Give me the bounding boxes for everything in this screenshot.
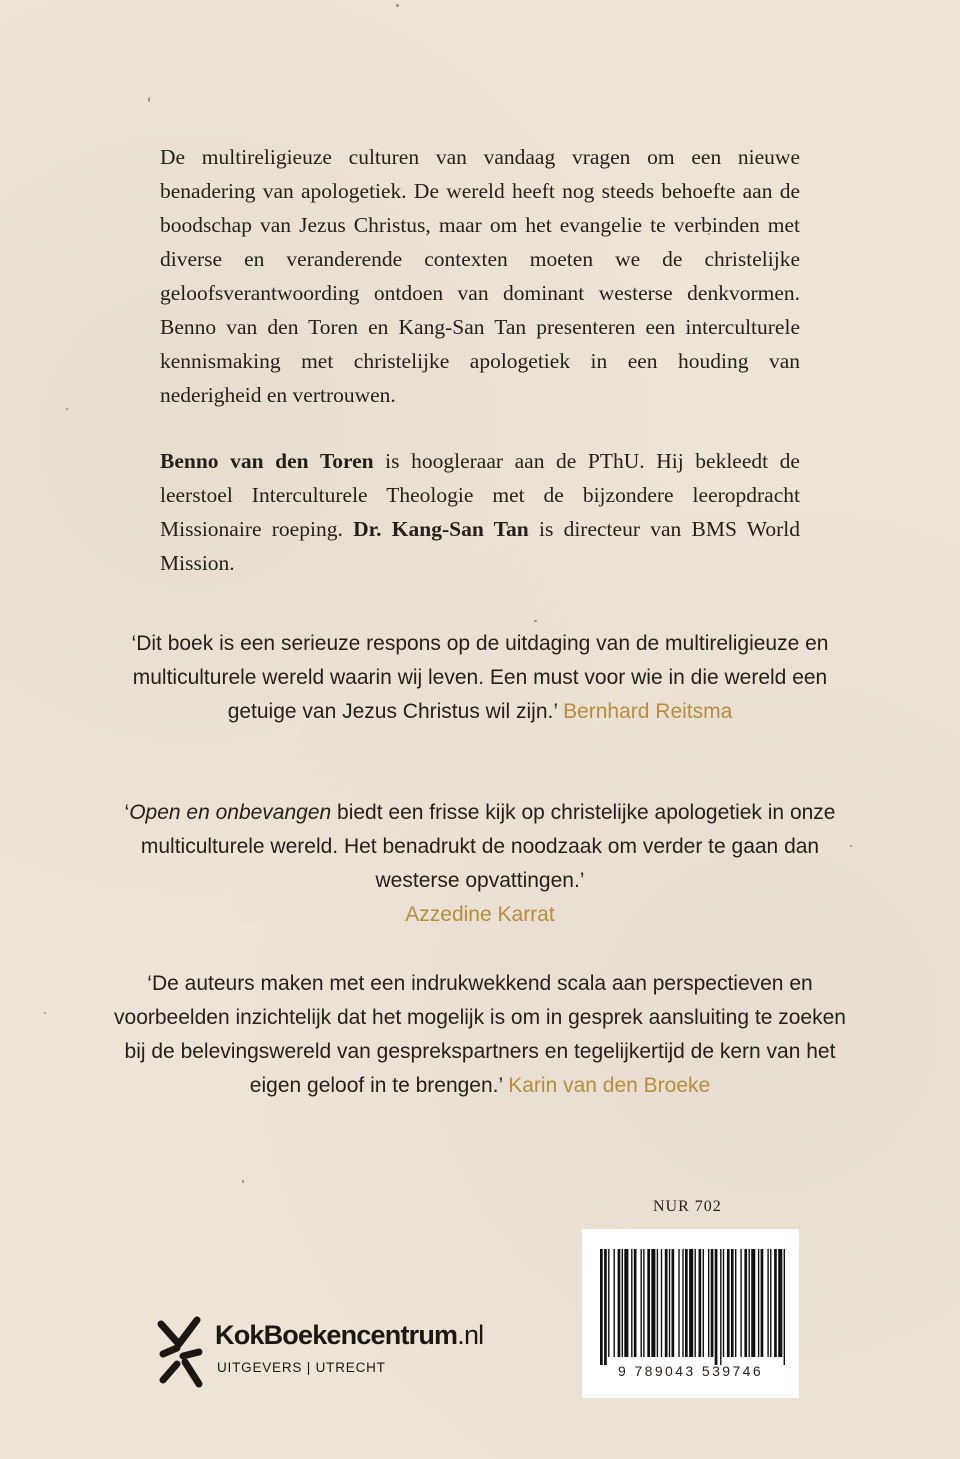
endorsement-quote (110, 967, 850, 1103)
quote-text: ‘Dit boek is een serieuze respons op de uitdaging van de multireligieuze en multiculturele wereld waarin wij leven. Een must voor wie in die wereld een getuige van Jezus Christus wil zijn.’ (131, 632, 829, 723)
barcode-bar (651, 1249, 655, 1357)
paper-speck (148, 97, 150, 102)
isbn-number: 9 789043 539746 (618, 1363, 763, 1379)
barcode-bar (711, 1249, 714, 1357)
quote-open-mark: ‘ (124, 801, 130, 824)
barcode-bar (749, 1249, 750, 1357)
barcode-bar (665, 1249, 668, 1357)
barcode-bar (600, 1249, 603, 1365)
author-bio (160, 444, 800, 580)
barcode-bar (703, 1249, 704, 1357)
endorsement-quote (110, 627, 850, 729)
quote-author: Azzedine Karrat (405, 903, 555, 926)
barcode (582, 1229, 799, 1398)
barcode-bar (689, 1249, 693, 1357)
barcode-bar (740, 1249, 741, 1357)
barcode-bar (624, 1249, 628, 1357)
publisher-name (215, 1320, 483, 1351)
nur-code: NUR 702 (653, 1198, 722, 1215)
publisher-subtitle: UITGEVERS | UTRECHT (217, 1360, 386, 1375)
paper-speck (242, 1180, 244, 1183)
publisher-mark-icon (155, 1314, 207, 1394)
barcode-bar (751, 1249, 755, 1357)
barcode-bar (731, 1249, 734, 1357)
barcode-bar (715, 1249, 718, 1365)
barcode-bar (767, 1249, 768, 1357)
barcode-bar (608, 1249, 609, 1357)
barcode-bar (685, 1249, 688, 1357)
barcode-bar (758, 1249, 759, 1357)
barcode-bar (723, 1249, 724, 1357)
barcode-bar (618, 1249, 621, 1357)
barcode-bar (641, 1249, 642, 1357)
barcode-bar (735, 1249, 736, 1357)
paper-speck (396, 4, 399, 7)
endorsement-quote (110, 796, 850, 932)
barcode-bar (661, 1249, 662, 1357)
paper-speck (534, 620, 537, 622)
author1-description: is hoogleraar aan de PThU. Hij bekleedt de leerstoel Interculturele Theologie met de bijzondere leeropdracht Missionaire roeping. (160, 449, 800, 541)
quote-author: Karin van den Broeke (508, 1074, 711, 1097)
barcode-bar (727, 1249, 730, 1357)
barcode-bar (778, 1249, 782, 1357)
barcode-bar (682, 1249, 683, 1357)
author1-name: Benno van den Toren (160, 449, 374, 473)
barcode-bar (622, 1249, 623, 1357)
paper-speck (66, 408, 68, 410)
barcode-bar (774, 1249, 777, 1357)
book-blurb: De multireligieuze culturen van vandaag vragen om een nieuwe benadering van apologetiek. De wereld heeft nog steeds behoefte aan de boodschap van Jezus Christus, maar om het evangelie te verbinden met diverse en veranderende contexten moeten we de christelijke geloofsverantwoording ontdoen van dominant westerse denkvormen. Benno van den Toren en Kang-San Tan presenteren een interculturele kennismaking met christelijke apologetiek in een houding van nederigheid en vertrouwen. (160, 145, 800, 407)
author2-description: is directeur van BMS World Mission. (160, 517, 800, 575)
barcode-bar (614, 1249, 615, 1357)
barcode-bar (672, 1249, 675, 1357)
barcode-bar (634, 1249, 637, 1357)
barcode-bar (744, 1249, 747, 1357)
barcode-bar (784, 1249, 785, 1365)
barcode-bar (708, 1249, 709, 1357)
barcode-bar (669, 1249, 670, 1357)
paper-speck (44, 1012, 46, 1014)
author2-name: Dr. Kang-San Tan (353, 517, 529, 541)
barcode-bar (643, 1249, 644, 1357)
publisher-logo (155, 1314, 535, 1394)
barcode-bar (631, 1249, 632, 1357)
barcode-bar (657, 1249, 658, 1357)
barcode-bar (647, 1249, 650, 1357)
quote-book-title: Open en onbevangen (129, 801, 332, 824)
barcode-bar (770, 1249, 771, 1357)
publisher-name-main: KokBoekencentrum (215, 1320, 458, 1350)
barcode-bar (604, 1249, 607, 1365)
barcode-bar (720, 1249, 721, 1365)
paper-speck (850, 845, 852, 847)
barcode-bar (695, 1249, 696, 1357)
barcode-bar (761, 1249, 764, 1357)
publisher-name-suffix: .nl (457, 1320, 484, 1350)
quote-text: ‘De auteurs maken met een indrukwekkend scala aan perspectieven en voorbeelden inzichtelijk dat het mogelijk is om in gesprek aansluiting te zoeken bij de belevingswereld van gesprekspartners en tegelijkertijd de kern van het eigen geloof in te brengen.’ (114, 972, 846, 1097)
barcode-bar (678, 1249, 679, 1357)
quote-author: Bernhard Reitsma (563, 700, 733, 723)
barcode-bar (699, 1249, 702, 1357)
quote-text: biedt een frisse kijk op christelijke apologetiek in onze multiculturele wereld. Het benadrukt de noodzaak om verder te gaan dan westerse opvattingen.’ (140, 801, 836, 892)
